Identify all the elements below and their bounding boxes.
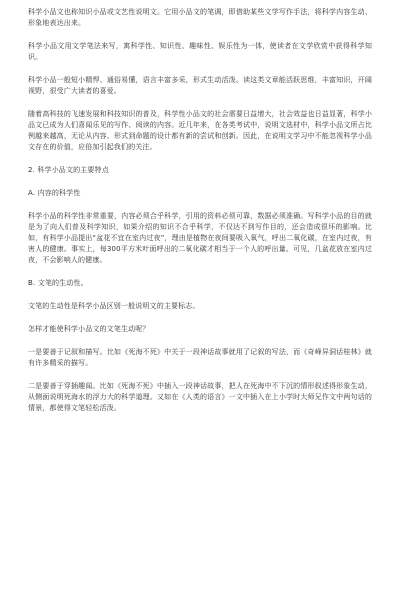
paragraph-social-value: 随着高科技的飞速发展和科技知识的普及，科学性小品文的社会需要日益增大，社会效益也日益显著，科学小品文已成为人们喜闻乐见的写作、阅读的内容。近几年来，在各类考试中，说明文选材中，科学小品文所占比例越来越高，无论从内容、形式到命题的设计都有新的尝试和创新。因此，在说明文学习中不能忽视科学小品文存在的价值，应倍加引起我们的关注。 [28, 110, 372, 151]
section-heading-features: 2. 科学小品文的主要特点 [28, 166, 109, 174]
paragraph-question: 怎样才能使科学小品文的文笔生动呢？ [28, 325, 150, 333]
paragraph-style: 科学小品一般短小精悍、通俗易懂，语言丰富多采，形式生动活泼。读这类文章能活跃思维，丰富知识，开阔视野，很受广大读者的喜爱。 [28, 76, 372, 95]
paragraph-literary-method: 科学小品文用文学笔法来写，寓科学性、知识性、趣味性、娱乐性为一体，使读者在文学欣赏中获得科学知识。 [28, 42, 372, 61]
paragraph-definition: 科学小品文也称知识小品或文艺性说明文。它用小品文的笔调，即借助某些文学写作手法，将科学内容生动、形象地表达出来。 [28, 8, 372, 27]
paragraph-scientific-content: 科学小品的科学性非常重要，内容必须合乎科学，引用的资料必须可靠，数据必须准确。写科学小品的目的就是为了向人们普及科学知识，如果介绍的知识不合乎科学，不仅达不到写作目的，还会造成很坏的影响。比如，有科学小品提出“盆花不宜在室内过夜”，理由是植物在夜间要吸入氧气，呼出二氧化碳，在室内过夜，有害人的健康。事实上，每300平方米叶面呼出的二氧化碳才相当于一个人的呼出量。可见，几盆花放在室内过夜，不会影响人的健康。 [28, 212, 372, 264]
subheading-scientific-content: A. 内容的科学性 [28, 189, 81, 197]
paragraph-method-one: 一是要善于记叙和描写。比如《死海不死》中关于一段神话故事就用了记叙的写法，而《奇峰异洞话桂林》就有许多精采的描写。 [28, 348, 372, 367]
subheading-vivid-writing: B. 文笔的生动性。 [28, 279, 88, 287]
paragraph-vivid-writing-mark: 文笔的生动性是科学小品区别一般说明文的主要标志。 [28, 302, 200, 310]
paragraph-method-two: 二是要善于穿插趣闻。比如《死海不死》中插入一段神话故事，把人在死海中不下沉的情形叙述得形象生动，从侧面说明死海水的浮力大的科学道理。又如在《人类的语言》一文中插入在上小学时大师兄作文中两句话的情景，都使得文笔轻松活泼。 [28, 382, 372, 412]
